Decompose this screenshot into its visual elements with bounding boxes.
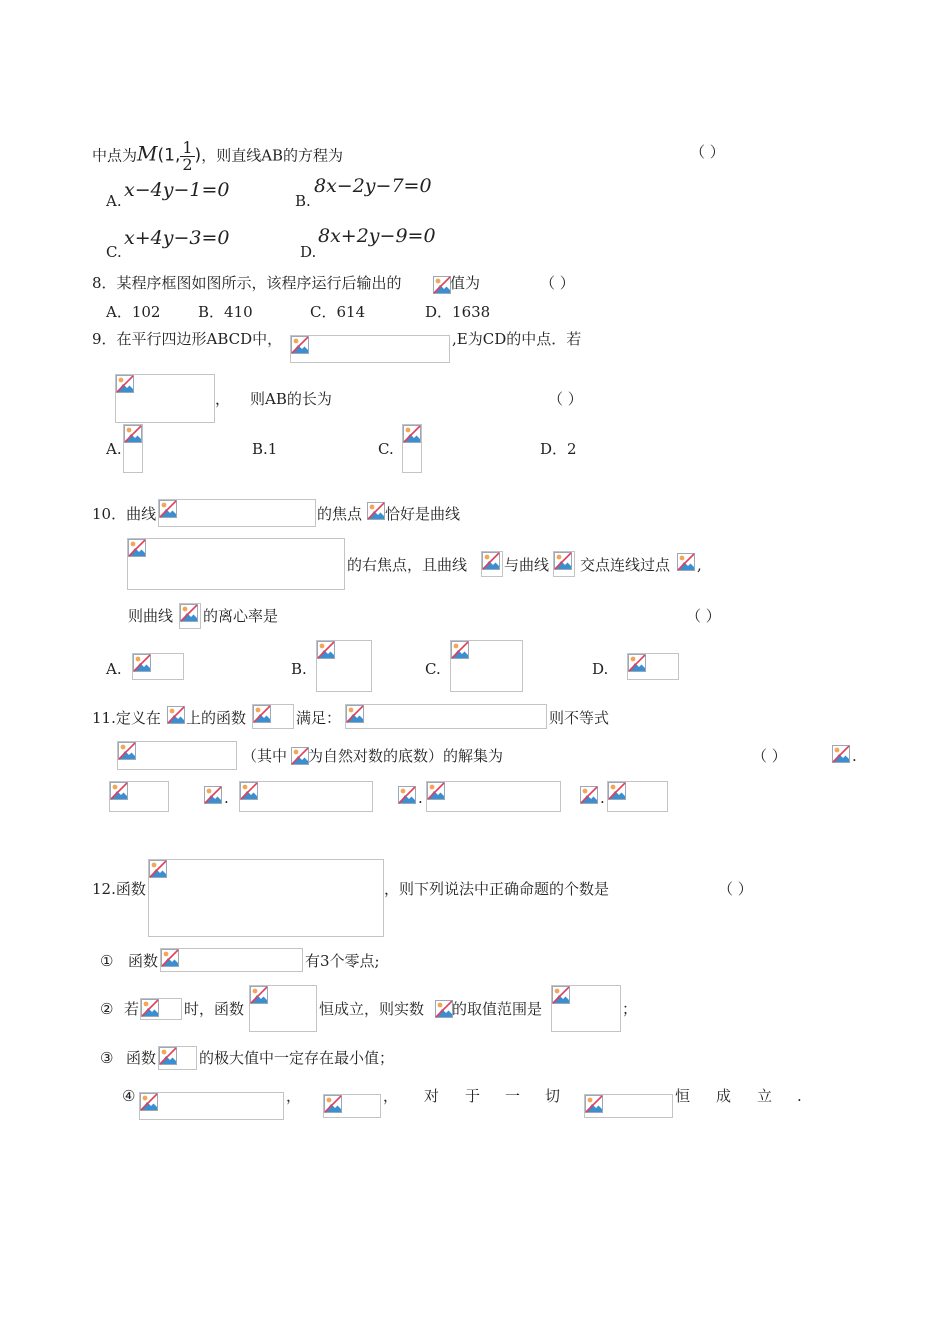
- broken-image-icon: [253, 705, 271, 723]
- q12-s2-e: ；: [622, 1000, 638, 1018]
- q12-s2-num: ②: [100, 1000, 114, 1018]
- q10-image-point: [677, 553, 697, 573]
- q10-stem-pre: 10．曲线: [92, 505, 157, 523]
- broken-image-icon: [677, 553, 695, 571]
- q10-line2-b: 与曲线: [504, 556, 550, 574]
- q12-s4-num: ④: [122, 1087, 136, 1105]
- q11-image-domain: [167, 706, 185, 728]
- broken-image-icon: [159, 500, 177, 518]
- q12-s4-end-4: .: [797, 1087, 802, 1105]
- q8-option-a: A．102: [106, 303, 161, 321]
- q12-s2-image-range: [551, 985, 621, 1032]
- broken-image-icon: [140, 1093, 158, 1111]
- q12-s4-image-3: [584, 1094, 673, 1118]
- broken-image-icon: [116, 375, 134, 393]
- q10-line2-a: 的右焦点，且曲线: [347, 556, 468, 574]
- q9-stem-mid: ,E为CD的中点．若: [452, 330, 582, 348]
- q12-s4-end-3: 立: [757, 1087, 773, 1105]
- q8-image: [433, 276, 449, 293]
- q7-fraction: $\frac{1}{2}$: [182, 138, 193, 174]
- q10-answer-paren: （ ）: [686, 607, 721, 625]
- q11-stem-d: 则不等式: [549, 709, 610, 727]
- q11-line2-a: （其中: [242, 747, 288, 765]
- q11-period: .: [852, 747, 857, 765]
- q12-s4-word-3: 一: [505, 1087, 521, 1105]
- broken-image-icon: [204, 786, 222, 804]
- q7-option-d-label: D.: [300, 243, 317, 261]
- q12-s3-num: ③: [100, 1049, 114, 1067]
- q7-stem-pre: 中点为: [92, 146, 138, 165]
- q9-option-d: D．2: [540, 440, 577, 458]
- broken-image-icon: [141, 999, 159, 1017]
- q12-s4-b: ，: [383, 1087, 399, 1105]
- q9-image-1: [290, 335, 450, 363]
- broken-image-icon: [451, 641, 469, 659]
- q12-s4-word-4: 切: [545, 1087, 561, 1105]
- q12-s2-c: 恒成立，则实数: [319, 1000, 425, 1018]
- q11-image-e: [291, 747, 307, 765]
- q11-option-a-label-image: [832, 745, 852, 767]
- broken-image-icon: [346, 705, 364, 723]
- q12-s3-image: [158, 1046, 197, 1070]
- q10-line3-b: 的离心率是: [203, 607, 279, 625]
- q12-s4-word-2: 于: [465, 1087, 481, 1105]
- q7-option-a-label: A.: [106, 192, 122, 210]
- q8-answer-paren: （ ）: [540, 274, 575, 292]
- q9-option-c-label: C.: [378, 440, 394, 458]
- q12-image-func: [148, 859, 384, 937]
- broken-image-icon: [482, 552, 500, 570]
- broken-image-icon: [240, 782, 258, 800]
- q7-option-a: x−4y−1=0: [124, 179, 230, 201]
- broken-image-icon: [324, 1095, 342, 1113]
- q10-option-b-label: B.: [291, 660, 307, 678]
- broken-image-icon: [250, 986, 268, 1004]
- broken-image-icon: [552, 986, 570, 1004]
- q12-s2-image-a: [435, 1000, 451, 1018]
- q11-image-inequality: [117, 741, 237, 770]
- q12-s4-end-1: 恒: [675, 1087, 691, 1105]
- q11-option-a-image: [109, 781, 169, 812]
- q9-answer-paren: （ ）: [548, 390, 583, 408]
- broken-image-icon: [124, 425, 142, 443]
- q10-image-c2: [553, 551, 575, 577]
- broken-image-icon: [585, 1095, 603, 1113]
- q10-line3-a: 则曲线: [128, 607, 174, 625]
- broken-image-icon: [110, 782, 128, 800]
- q7-option-c: x+4y−3=0: [124, 227, 230, 249]
- broken-image-icon: [167, 706, 185, 724]
- q11-option-d-dot: .: [600, 789, 605, 807]
- q7-answer-paren: （ ）: [690, 143, 725, 161]
- broken-image-icon: [398, 786, 416, 804]
- broken-image-icon: [435, 1000, 453, 1018]
- broken-image-icon: [291, 747, 309, 765]
- broken-image-icon: [159, 1047, 177, 1065]
- broken-image-icon: [832, 745, 850, 763]
- broken-image-icon: [608, 782, 626, 800]
- q11-stem-c: 满足：: [296, 709, 342, 727]
- broken-image-icon: [317, 641, 335, 659]
- broken-image-icon: [118, 742, 136, 760]
- q8-stem-pre: 8．某程序框图如图所示，该程序运行后输出的: [92, 274, 402, 292]
- q11-line2-b: 为自然对数的底数）的解集为: [308, 747, 504, 765]
- q9-line2-text: 则AB的长为: [250, 390, 332, 408]
- q12-stem-post: ，则下列说法中正确命题的个数是: [384, 880, 610, 898]
- q7-stem-post: ，则直线AB的方程为: [201, 146, 344, 165]
- q12-s1-a: 函数: [128, 952, 159, 970]
- q11-option-d-label-image: [580, 786, 600, 808]
- q10-line2-c: 交点连线过点: [580, 556, 671, 574]
- q8-option-c: C．614: [310, 303, 366, 321]
- q11-answer-paren: （ ）: [752, 747, 787, 765]
- q10-option-c-image: [450, 640, 523, 692]
- q7-point-close: ): [194, 145, 202, 166]
- q10-option-d-image: [627, 653, 679, 680]
- broken-image-icon: [161, 949, 179, 967]
- q12-s3-b: 的极大值中一定存在最小值；: [199, 1049, 395, 1067]
- q7-point-open: (1,: [157, 145, 181, 166]
- q9-image-2: [115, 374, 215, 423]
- q9-option-a-label: A.: [106, 440, 122, 458]
- q9-option-a-image: [123, 424, 143, 473]
- q10-image-c1: [481, 551, 503, 577]
- q11-image-func: [252, 704, 294, 729]
- q12-s2-image-cond: [140, 998, 182, 1020]
- q11-option-b-dot: .: [224, 789, 229, 807]
- q10-option-b-image: [316, 640, 372, 692]
- q12-s4-end-2: 成: [716, 1087, 732, 1105]
- q8-option-b: B．410: [198, 303, 253, 321]
- q12-s4-word-1: 对: [424, 1087, 440, 1105]
- q9-comma: ，: [215, 390, 231, 408]
- q11-stem-a: 11.定义在: [92, 709, 161, 727]
- q12-s4-image-2: [323, 1094, 381, 1118]
- broken-image-icon: [128, 539, 146, 557]
- q9-stem-pre: 9．在平行四边形ABCD中，: [92, 330, 283, 348]
- q12-s4-a: ，: [286, 1087, 302, 1105]
- q12-s1-image: [160, 948, 303, 972]
- q11-option-b-image: [239, 781, 373, 812]
- q10-option-a-image: [132, 653, 184, 680]
- q7-option-b: 8x−2y−7=0: [314, 175, 432, 197]
- q11-image-condition: [345, 704, 547, 729]
- q12-stem-pre: 12.函数: [92, 880, 146, 898]
- q10-line2-d: ,: [697, 556, 702, 574]
- q12-s2-image-ineq: [249, 985, 317, 1032]
- q11-option-c-dot: .: [418, 789, 423, 807]
- q12-s2-b: 时，函数: [184, 1000, 245, 1018]
- q10-stem-mid: 的焦点: [317, 505, 363, 523]
- broken-image-icon: [367, 502, 385, 520]
- q11-option-c-label-image: [398, 786, 418, 808]
- broken-image-icon: [554, 552, 572, 570]
- q12-s4-image-1: [139, 1092, 284, 1120]
- q7-point-name: M: [137, 141, 158, 166]
- q11-stem-b: 上的函数: [186, 709, 247, 727]
- q10-image-focus: [367, 502, 385, 522]
- q12-s2-d: 的取值范围是: [452, 1000, 543, 1018]
- q10-option-a-label: A.: [106, 660, 122, 678]
- broken-image-icon: [403, 425, 421, 443]
- q8-option-d: D．1638: [425, 303, 491, 321]
- q10-stem-post: 恰好是曲线: [385, 505, 461, 523]
- broken-image-icon: [433, 276, 451, 294]
- q11-option-c-image: [426, 781, 561, 812]
- broken-image-icon: [580, 786, 598, 804]
- broken-image-icon: [628, 654, 646, 672]
- q7-option-b-label: B.: [295, 192, 311, 210]
- q9-option-c-image: [402, 424, 422, 473]
- broken-image-icon: [291, 336, 309, 354]
- q8-stem-post: 值为: [450, 274, 481, 292]
- q12-s1-num: ①: [100, 952, 114, 970]
- broken-image-icon: [149, 860, 167, 878]
- q12-s1-b: 有3个零点;: [305, 952, 380, 970]
- broken-image-icon: [180, 604, 198, 622]
- q11-option-d-image: [607, 781, 668, 812]
- broken-image-icon: [427, 782, 445, 800]
- q10-option-c-label: C.: [425, 660, 441, 678]
- q12-s3-a: 函数: [126, 1049, 157, 1067]
- broken-image-icon: [133, 654, 151, 672]
- q9-option-b: B.1: [252, 440, 278, 458]
- q12-answer-paren: （ ）: [718, 880, 753, 898]
- q11-option-b-label-image: [204, 786, 224, 808]
- q7-option-c-label: C.: [106, 243, 122, 261]
- q10-option-d-label: D.: [592, 660, 609, 678]
- q7-option-d: 8x+2y−9=0: [318, 225, 436, 247]
- q10-image-curve2: [127, 538, 345, 590]
- q10-image-curve1: [158, 499, 316, 527]
- q10-image-c3: [179, 603, 201, 629]
- q12-s2-a: 若: [124, 1000, 140, 1018]
